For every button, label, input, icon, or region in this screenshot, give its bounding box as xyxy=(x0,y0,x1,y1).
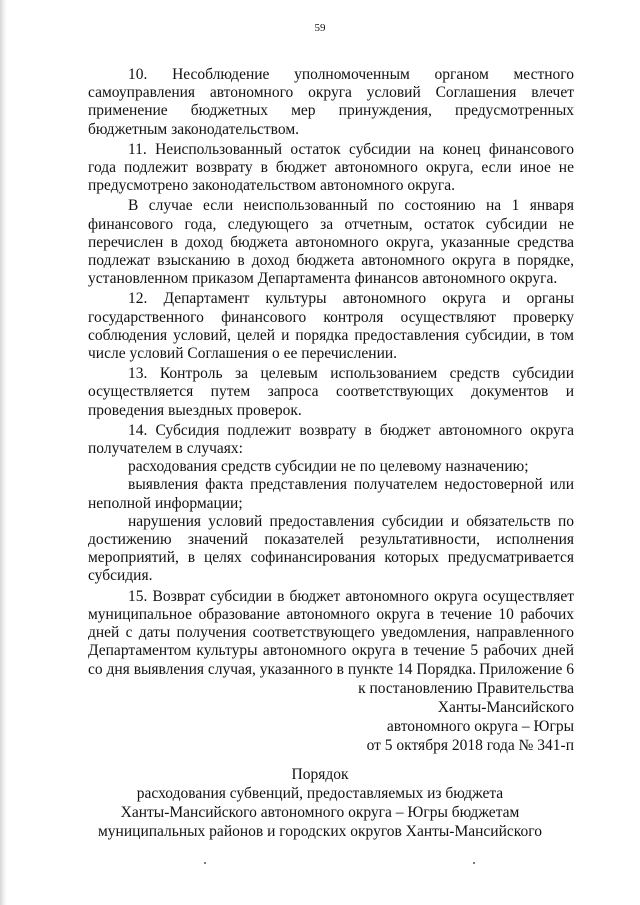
paragraph-11: 11. Неиспользованный остаток субсидии на конец финансового года подлежит возврату в бюджет автономного округа, если иное не предусмотрено законодательством автономного округа. xyxy=(88,140,574,195)
order-title-line: муниципальных районов и городских округов Ханты-Мансийского xyxy=(98,823,542,840)
appendix-line: от 5 октября 2018 года № 341-п xyxy=(366,737,574,754)
order-title-line: Ханты-Мансийского автономного округа – Югры бюджетам xyxy=(120,804,520,821)
scan-edge xyxy=(0,0,7,905)
body-text xyxy=(88,66,574,679)
paragraph-10: 10. Несоблюдение уполномоченным органом местного самоуправления автономного округа условий Соглашения влечет применение бюджетных мер принуждения, предусмотренных бюджетным законодательством. xyxy=(88,66,574,138)
paragraph-14-case-3: нарушения условий предоставления субсидии и обязательств по достижению значений показателей результативности, исполнения мероприятий, в целях софинансирования которых предусматривается субсидия. xyxy=(88,512,574,585)
scan-speck xyxy=(204,862,206,864)
order-title-line: расходования субвенций, предоставляемых из бюджета xyxy=(136,785,504,802)
paragraph-12: 12. Департамент культуры автономного округа и органы государственного финансового контроля осуществляют проверку соблюдения условий, целей и порядка предоставления субсидии, в том числе условий Соглашения о ее перечислении. xyxy=(88,290,574,363)
paragraph-14-case-1: расходования средств субсидии не по целевому назначению; xyxy=(128,458,529,476)
order-title xyxy=(60,765,580,841)
appendix-line: Ханты-Мансийского xyxy=(437,699,574,716)
paragraph-11-unspent: В случае если неиспользованный по состоянию на 1 января финансового года, следующего за отчетным, остаток субсидии не перечислен в доход бюджета автономного округа, указанные средства подлежат взысканию в доход бюджета автономного округа в порядке, установленном приказом Департамента финансов автономного округа. xyxy=(88,197,574,288)
appendix-line: к постановлению Правительства xyxy=(358,680,574,697)
paragraph-13: 13. Контроль за целевым использованием средств субсидии осуществляется путем запроса соответствующих документов и проведения выездных проверок. xyxy=(88,365,574,419)
order-title-heading: Порядок xyxy=(291,766,349,783)
scan-speck xyxy=(473,862,475,864)
appendix-header xyxy=(300,660,574,755)
appendix-line: Приложение 6 xyxy=(479,661,574,678)
paragraph-14-case-2: выявления факта представления получателем недостоверной или неполной информации; xyxy=(88,476,574,512)
page-number: 59 xyxy=(314,22,326,34)
paragraph-15: 15. Возврат субсидии в бюджет автономного округа осуществляет муниципальное образование автономного округа в течение 10 рабочих дней с даты получения соответствующего уведомления, направленного Департаментом культуры автономного округа в течение 5 рабочих дней со дня выявления случая, указанного в пункте 14 Порядка. xyxy=(88,587,574,678)
appendix-line: автономного округа – Югры xyxy=(386,718,574,735)
paragraph-14: 14. Субсидия подлежит возврату в бюджет автономного округа получателем в случаях: xyxy=(88,421,574,458)
